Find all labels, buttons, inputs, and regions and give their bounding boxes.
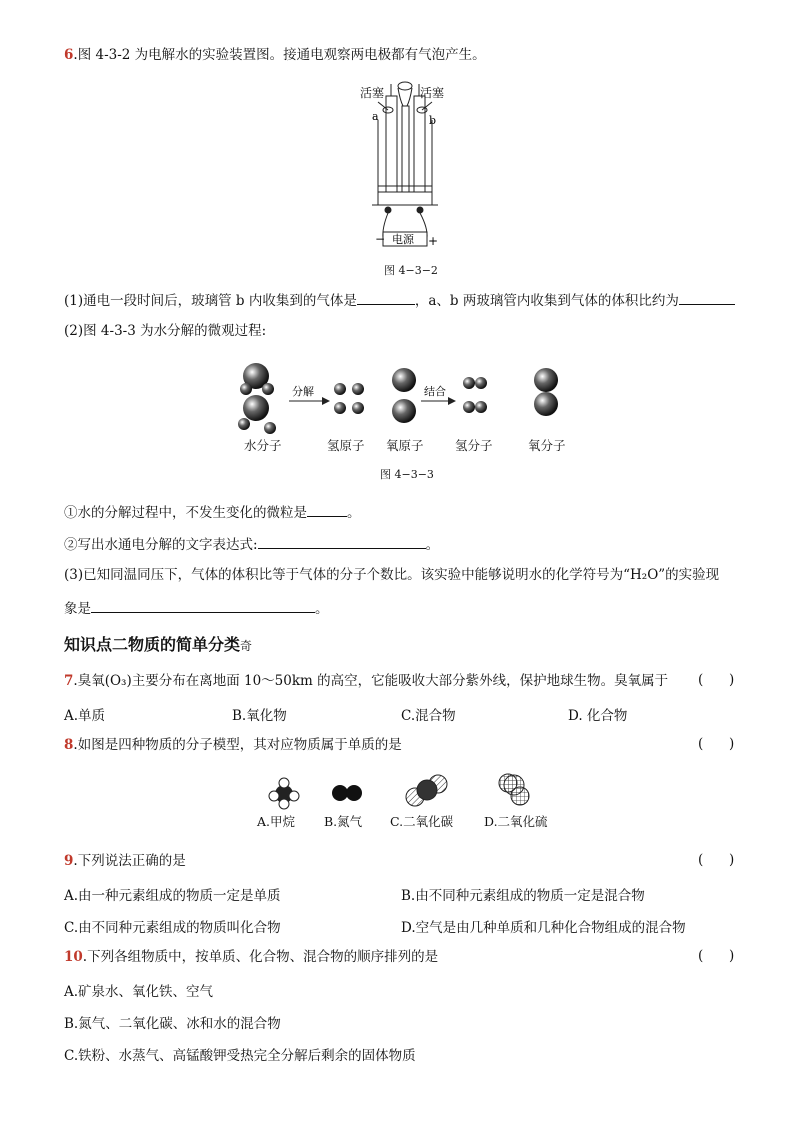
q10-option-c[interactable]: C.铁粉、水蒸气、高锰酸钾受热完全分解后剩余的固体物质 — [64, 1048, 416, 1064]
q6-sub1: ①水的分解过程中，不发生变化的微粒是 。 — [64, 502, 361, 522]
answer-parentheses[interactable]: ( ) — [698, 736, 735, 752]
q6-part1: (1)通电一段时间后，玻璃管 b 内收集到的气体是 ，a、b 两玻璃管内收集到气体的体积比约为 — [64, 290, 735, 310]
q10-stem: 10.下列各组物质中，按单质、化合物、混合物的顺序排列的是 — [64, 949, 439, 965]
arrow-label-decompose: 分解 — [292, 385, 314, 398]
q6-part3: (3)已知同温同压下，气体的体积比等于气体的分子个数比。该实验中能够说明水的化学符号为“H₂O”的实验现 — [64, 567, 720, 583]
q9-option-b[interactable]: B.由不同种元素组成的物质一定是混合物 — [401, 888, 645, 904]
label-methane: A.甲烷 — [257, 814, 296, 829]
q6-part3-cont: 象是 。 — [64, 598, 329, 618]
q7-option-d[interactable]: D. 化合物 — [568, 708, 628, 724]
q7-option-a[interactable]: A.单质 — [64, 708, 106, 724]
label-b: b — [429, 114, 437, 127]
label-plus: + — [428, 234, 439, 248]
carbon-dioxide-model — [406, 775, 447, 806]
q9-option-d[interactable]: D.空气是由几种单质和几种化合物组成的混合物 — [401, 920, 686, 936]
figure-caption: 图 4−3−3 — [380, 468, 434, 481]
q7-option-b[interactable]: B.氧化物 — [232, 708, 287, 724]
q6-stem: 6.图 4-3-2 为电解水的实验装置图。接通电观察两电极都有气泡产生。 — [64, 47, 486, 63]
answer-parentheses[interactable]: ( ) — [698, 852, 735, 868]
label-right-valve: 活塞 — [420, 86, 445, 100]
label-minus: − — [375, 232, 386, 246]
label-hydrogen-atom: 氢原子 — [327, 438, 365, 453]
q8-stem: 8.如图是四种物质的分子模型，其对应物质属于单质的是 — [64, 737, 402, 753]
sulfur-dioxide-model — [499, 774, 529, 805]
figure-caption: 图 4−3−2 — [384, 264, 438, 277]
q9-option-c[interactable]: C.由不同种元素组成的物质叫化合物 — [64, 920, 281, 936]
q7-option-c[interactable]: C.混合物 — [401, 708, 456, 724]
label-oxygen-atom: 氧原子 — [386, 438, 424, 453]
answer-parentheses[interactable]: ( ) — [698, 948, 735, 964]
q9-option-a[interactable]: A.由一种元素组成的物质一定是单质 — [64, 888, 281, 904]
q10-option-a[interactable]: A.矿泉水、氧化铁、空气 — [64, 984, 214, 1000]
label-oxygen-molecule: 氧分子 — [528, 438, 566, 453]
label-carbon-dioxide: C.二氧化碳 — [390, 814, 454, 829]
label-a: a — [372, 110, 379, 123]
nitrogen-model — [332, 785, 362, 801]
answer-parentheses[interactable]: ( ) — [698, 672, 735, 688]
section-heading: 知识点二物质的简单分类奇 — [64, 635, 253, 654]
label-power: 电源 — [392, 233, 414, 246]
arrow-label-combine: 结合 — [424, 385, 446, 398]
label-left-valve: 活塞 — [360, 86, 385, 100]
methane-model — [269, 778, 299, 809]
q9-stem: 9.下列说法正确的是 — [64, 853, 186, 869]
q7-stem: 7.臭氧(O₃)主要分布在离地面 10～50km 的高空，它能吸收大部分紫外线，保护地球生物。臭氧属于 — [64, 673, 669, 689]
q6-sub2: ②写出水通电分解的文字表达式: 。 — [64, 534, 439, 554]
q10-option-b[interactable]: B.氮气、二氧化碳、冰和水的混合物 — [64, 1016, 281, 1032]
label-nitrogen: B.氮气 — [324, 814, 363, 829]
label-sulfur-dioxide: D.二氧化硫 — [484, 814, 548, 829]
label-hydrogen-molecule: 氢分子 — [455, 438, 493, 453]
label-water-molecule: 水分子 — [244, 438, 282, 453]
q6-part2: (2)图 4-3-3 为水分解的微观过程: — [64, 323, 267, 339]
